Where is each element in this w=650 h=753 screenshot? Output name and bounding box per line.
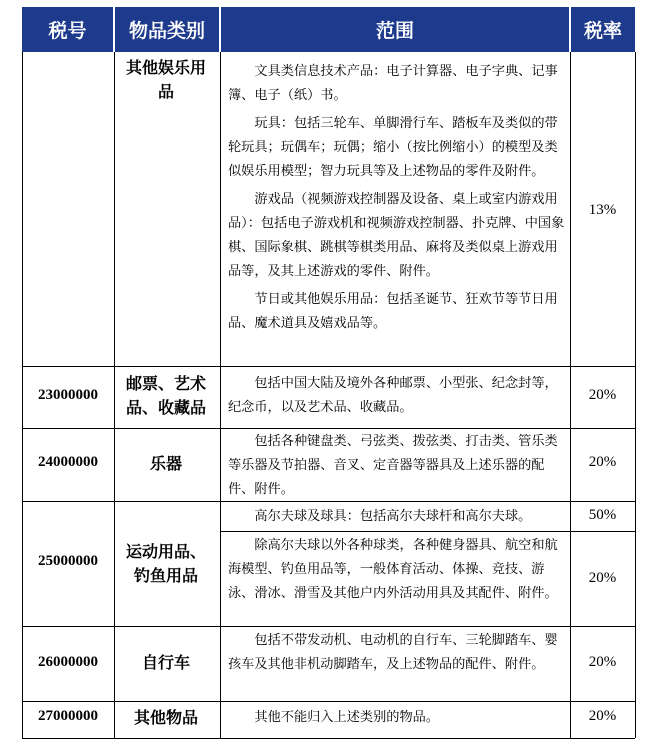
table-right-border: [635, 52, 636, 738]
row-rate: 13%: [588, 202, 617, 218]
row-category: 乐器: [149, 454, 182, 473]
row-rate: 20%: [588, 708, 617, 724]
row-scope: [228, 706, 570, 730]
row-rate: 20%: [588, 570, 617, 586]
row-category: 其他物品: [133, 708, 198, 727]
row-code: 27000000: [38, 708, 98, 724]
table-bottom-border: [22, 738, 635, 739]
scope-paragraph: 其他不能归入上述类别的物品。: [254, 710, 440, 725]
row-rate: 20%: [588, 654, 617, 670]
row-code: 23000000: [38, 387, 98, 403]
row-code: 26000000: [38, 654, 98, 670]
row-rate: 20%: [588, 454, 617, 470]
row-scope: [228, 629, 570, 677]
scope-paragraph: 高尔夫球及球具：包括高尔夫球杆和高尔夫球。: [254, 509, 532, 524]
header-scope: 范围: [221, 7, 569, 52]
row-scope: [228, 505, 570, 529]
header-rate: 税率: [571, 7, 635, 52]
scope-paragraph: 玩具：包括三轮车、单脚滑行车、踏板车及类似的带轮玩具；玩偶车；玩偶；缩小（按比例缩小）的模型及类似娱乐用模型；智力玩具等及上述物品的零件及附件。: [228, 116, 558, 179]
scope-paragraph: 节日或其他娱乐用品：包括圣诞节、狂欢节等节日用品、魔术道具及嬉戏品等。: [228, 292, 558, 331]
row-rate: 50%: [588, 507, 617, 523]
row-scope: [228, 534, 570, 606]
row-category: 其他娱乐用品: [125, 58, 206, 101]
row-code: 25000000: [38, 553, 98, 569]
scope-paragraph: 游戏品（视频游戏控制器及设备、桌上或室内游戏用品）：包括电子游戏机和视频游戏控制器、扑克牌、中国象棋、国际象棋、跳棋等棋类用品、麻将及类似桌上游戏用品等，及其上述游戏的零件、附件。: [228, 192, 565, 279]
row-rate: 20%: [588, 387, 617, 403]
subrow-divider: [220, 531, 635, 532]
column-divider: [114, 52, 115, 738]
scope-paragraph: 文具类信息技术产品：电子计算器、电子字典、记事簿、电子（纸）书。: [228, 64, 558, 103]
row-scope: [228, 60, 570, 336]
row-category: 运动用品、钓鱼用品: [125, 542, 206, 585]
row-code: 24000000: [38, 454, 98, 470]
header-code: 税号: [22, 7, 113, 52]
header-category: 物品类别: [115, 7, 219, 52]
column-divider: [220, 52, 221, 738]
row-scope: [228, 372, 570, 420]
scope-paragraph: 包括不带发动机、电动机的自行车、三轮脚踏车、婴孩车及其他非机动脚踏车，及上述物品的配件、附件。: [228, 633, 558, 672]
row-category: 邮票、艺术品、收藏品: [125, 374, 206, 417]
scope-paragraph: 包括各种键盘类、弓弦类、拨弦类、打击类、管乐类等乐器及节拍器、音叉、定音器等器具及上述乐器的配件、附件。: [228, 434, 558, 497]
scope-paragraph: 包括中国大陆及境外各种邮票、小型张、纪念封等，纪念币，以及艺术品、收藏品。: [228, 376, 558, 415]
row-category: 自行车: [141, 653, 190, 672]
row-scope: [228, 430, 570, 502]
scope-paragraph: 除高尔夫球以外各种球类，各种健身器具、航空和航海模型、钓鱼用品等，一般体育活动、体操、竞技、游泳、滑冰、滑雪及其他户内外活动用具及其配件、附件。: [228, 538, 558, 601]
